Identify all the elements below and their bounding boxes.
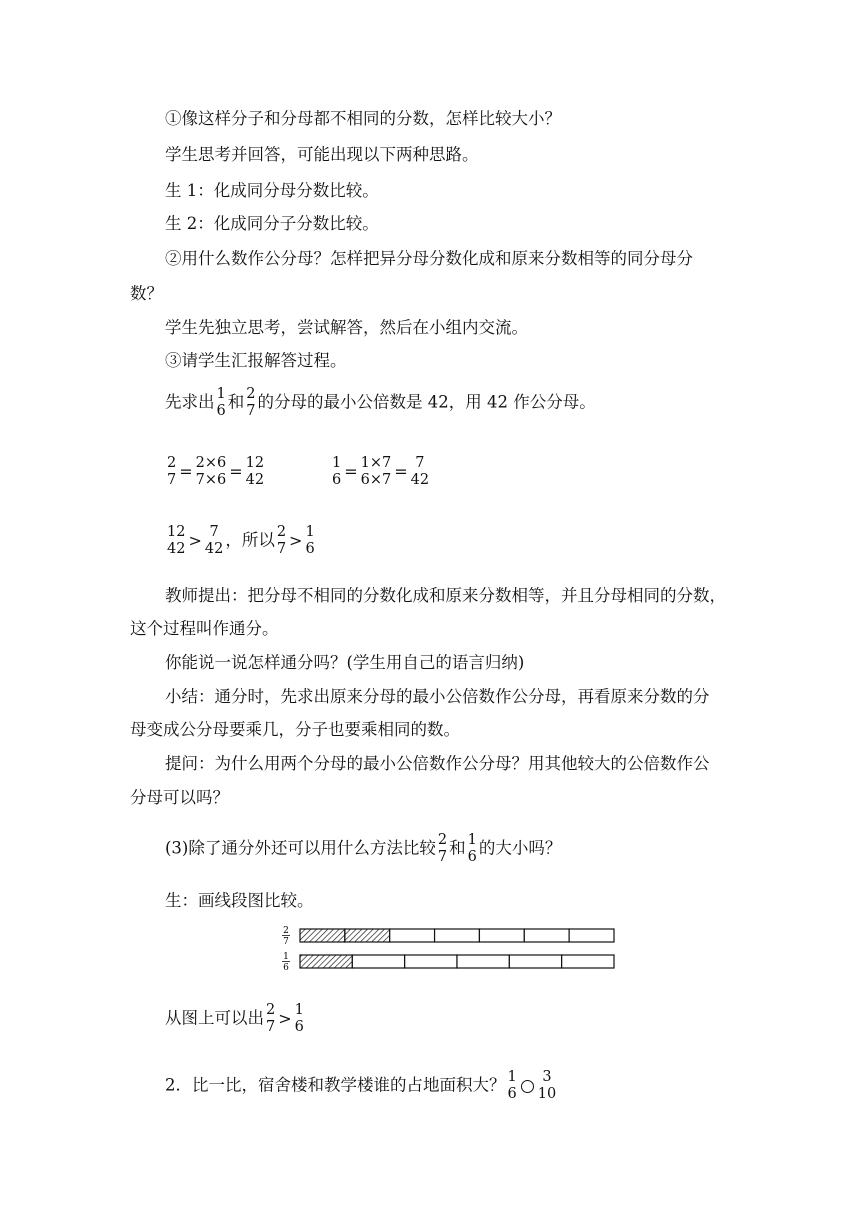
question-line-2: 分母可以吗？ — [130, 788, 229, 807]
numerator: 2 — [276, 524, 287, 540]
greater-than-sign: > — [278, 1009, 292, 1028]
question-2-line-1: ②用什么数作公分母？怎样把异分母分数化成和原来分数相等的同分母分 — [165, 249, 693, 268]
lcm-post-text: 的分母的最小公倍数是 42，用 42 作公分母。 — [257, 392, 596, 412]
independent-thinking: 学生先独立思考，尝试解答，然后在小组内交流。 — [165, 318, 528, 337]
bar-segment-shaded — [345, 929, 390, 942]
bar-segment — [524, 929, 569, 942]
fraction-7-42 — [410, 455, 430, 489]
denominator: 6 — [305, 541, 315, 557]
bar-segment-shaded — [300, 955, 352, 968]
denominator: 42 — [167, 541, 186, 557]
denominator: 7 — [437, 849, 448, 865]
from-figure-line — [165, 1002, 306, 1036]
exercise-2-text: 2．比一比，宿舍楼和教学楼谁的占地面积大？ — [165, 1075, 506, 1095]
numerator: 1 — [305, 524, 315, 540]
summary-line-1: 小结：通分时，先求出原来分母的最小公倍数作公分母，再看原来分数的分 — [165, 687, 710, 706]
equals-sign: = — [344, 462, 358, 481]
equation-1-6 — [330, 455, 431, 489]
numerator: 3 — [542, 1069, 552, 1085]
numerator: 2×6 — [195, 455, 227, 471]
part-3-post: 的大小吗？ — [478, 838, 562, 858]
denominator: 10 — [537, 1086, 557, 1102]
bar-label-denominator: 7 — [283, 937, 289, 947]
fraction-2x6-7x6 — [195, 455, 228, 489]
numerator: 1 — [332, 455, 342, 471]
greater-than-sign: > — [289, 531, 303, 550]
greater-than-sign: > — [188, 531, 202, 550]
bar-segment — [457, 955, 509, 968]
bar-label-denominator: 6 — [283, 963, 289, 973]
denominator: 42 — [410, 472, 430, 488]
numerator: 1 — [294, 1002, 304, 1018]
part-3-line — [165, 832, 561, 866]
numerator: 1×7 — [360, 455, 392, 471]
bar-segment — [509, 955, 561, 968]
from-figure-text: 从图上可以出 — [165, 1008, 264, 1028]
numerator: 7 — [209, 524, 219, 540]
fraction-12-42 — [245, 455, 265, 489]
fraction-2-7 — [437, 832, 448, 866]
bar-label-numerator: 1 — [283, 952, 289, 962]
numerator: 1 — [216, 386, 226, 402]
denominator: 7 — [266, 1019, 276, 1035]
exercise-2-line — [165, 1069, 558, 1103]
denominator: 42 — [245, 472, 265, 488]
fraction-1-6 — [304, 524, 315, 558]
bar-segment — [562, 955, 614, 968]
numerator: 1 — [507, 1069, 517, 1085]
numerator: 2 — [437, 832, 448, 848]
denominator: 6 — [467, 849, 477, 865]
denominator: 6 — [507, 1086, 517, 1102]
equals-sign: = — [229, 462, 243, 481]
student-thinking: 学生思考并回答，可能出现以下两种思路。 — [165, 145, 479, 164]
numerator: 12 — [167, 524, 186, 540]
denominator: 7 — [276, 541, 287, 557]
denominator: 6 — [332, 472, 342, 488]
student-1-idea: 生 1：化成同分母分数比较。 — [165, 181, 379, 200]
denominator: 7 — [246, 403, 256, 419]
lcm-pre-text: 先求出 — [165, 392, 215, 412]
fraction-1-6 — [331, 455, 342, 489]
student-2-idea: 生 2：化成同分子分数比较。 — [165, 214, 379, 233]
bar-segment — [352, 955, 404, 968]
denominator: 6 — [216, 403, 226, 419]
numerator: 2 — [167, 455, 177, 471]
teacher-line-2: 这个过程叫作通分。 — [130, 619, 279, 638]
numerator: 2 — [266, 1002, 276, 1018]
denominator: 7 — [167, 472, 177, 488]
lcm-line — [165, 386, 596, 420]
fraction-1-6 — [216, 386, 227, 420]
part-3-and: 和 — [449, 838, 466, 858]
ask-line: 你能说一说怎样通分吗？(学生用自己的语言归纳) — [165, 653, 525, 672]
numerator: 2 — [246, 386, 256, 402]
fraction-2-7 — [166, 455, 177, 489]
compare-circle-icon — [521, 1080, 534, 1093]
bar-segment — [569, 929, 614, 942]
bar-segment — [390, 929, 435, 942]
question-line-1: 提问：为什么用两个分母的最小公倍数作公分母？用其他较大的公倍数作公 — [165, 754, 710, 773]
bar-segment-shaded — [300, 929, 345, 942]
equals-sign: = — [394, 462, 408, 481]
bar-segment — [435, 929, 480, 942]
equals-sign: = — [179, 462, 193, 481]
equation-2-7 — [165, 455, 266, 489]
bar-segment — [479, 929, 524, 942]
bar-label-numerator: 2 — [283, 926, 289, 936]
denominator: 42 — [204, 541, 224, 557]
teacher-line-1: 教师提出：把分母不相同的分数化成和原来分数相等，并且分母相同的分数， — [165, 586, 726, 605]
numerator: 7 — [415, 455, 425, 471]
fraction-2-7 — [276, 524, 287, 558]
segment-bar-diagram — [278, 922, 618, 974]
bar-segment — [405, 955, 457, 968]
fraction-12-42 — [166, 524, 186, 558]
question-1: ①像这样分子和分母都不相同的分数，怎样比较大小？ — [165, 109, 561, 128]
numerator: 1 — [467, 832, 477, 848]
denominator: 6×7 — [360, 472, 392, 488]
fraction-2-7 — [265, 1002, 276, 1036]
denominator: 6 — [294, 1019, 304, 1035]
part-3-pre: (3)除了通分外还可以用什么方法比较 — [165, 838, 436, 858]
fraction-7-42 — [204, 524, 224, 558]
fraction-2-7 — [245, 386, 256, 420]
lcm-and-text: 和 — [227, 392, 245, 412]
fraction-1-6 — [467, 832, 478, 866]
fraction-1-6 — [294, 1002, 305, 1036]
fraction-3-10 — [537, 1069, 557, 1103]
fraction-1-6 — [507, 1069, 518, 1103]
summary-line-2: 母变成公分母要乘几，分子也要乘相同的数。 — [130, 720, 460, 739]
question-3: ③请学生汇报解答过程。 — [165, 351, 347, 370]
fraction-1x7-6x7 — [360, 455, 393, 489]
so-text: ，所以 — [225, 530, 275, 550]
question-2-line-2: 数？ — [130, 284, 163, 303]
draw-line: 生：画线段图比较。 — [165, 891, 314, 910]
denominator: 7×6 — [195, 472, 227, 488]
comparison-line — [165, 524, 317, 558]
numerator: 12 — [245, 455, 265, 471]
